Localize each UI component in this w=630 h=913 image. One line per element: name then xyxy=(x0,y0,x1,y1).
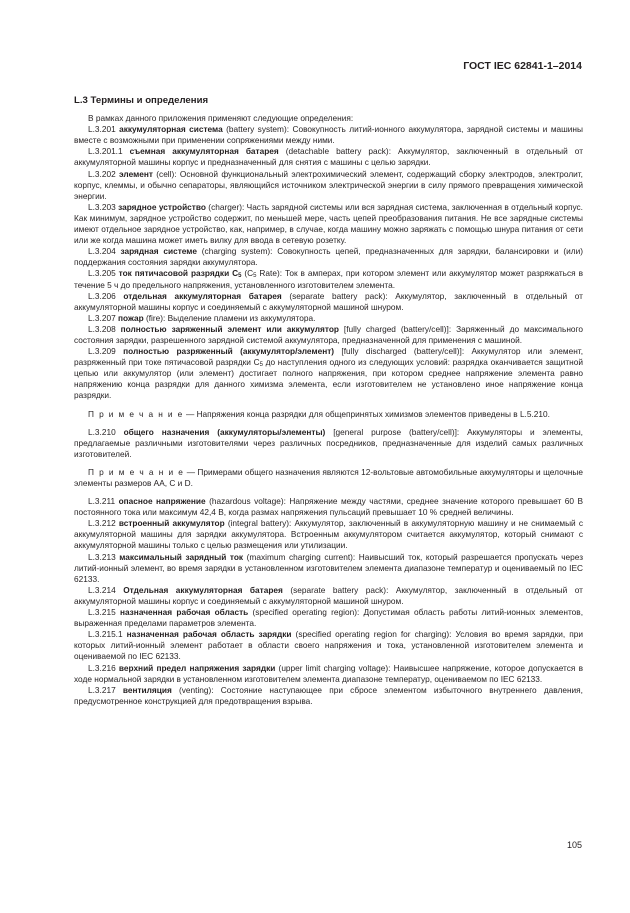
definition: L.3.213 максимальный зарядный ток (maximum charging current): Наивысший ток, который разрешается пропускать через литий-ионный элемент, во время зарядки в установленном изготовителем элемента диапазоне температур и оцениваемый по IEC 62133. xyxy=(74,551,583,584)
note: П р и м е ч а н и е — Примерами общего назначения являются 12-вольтовые автомобильные аккумуляторы и щелочные элементы размеров AA, C и D. xyxy=(74,466,583,488)
definition: L.3.204 зарядная системе (charging system): Совокупность цепей, предназначенных для зарядки, балансировки и (или) поддержания состояния зарядки аккумулятора. xyxy=(74,246,583,268)
document-body xyxy=(74,95,583,707)
definition: L.3.201 аккумуляторная система (battery system): Совокупность литий-ионного аккумулятора, зарядной системы и машины вместе с возможными при применении сопряжениями между ними. xyxy=(74,124,583,146)
definition: L.3.207 пожар (fire): Выделение пламени из аккумулятора. xyxy=(88,312,316,323)
definition: L.3.203 зарядное устройство (charger): Часть зарядной системы или вся зарядная система, заключенная в отдельный корпус. Как минимум, зарядное устройство содержит, по меньшей мере, часть цепей преобразования питания. Не все зарядные системы имеют отдельное зарядное устройство, как, например, в случае, когда машину можно заряжать с помощью шнура питания от сети или же когда машина может иметь вилку для ввода в сетевую розетку. xyxy=(74,201,583,246)
definition: L.3.215 назначенная рабочая область (specified operating region): Допустимая область работы литий-ионных элементов, выраженная пределами параметров элемента. xyxy=(74,607,583,629)
section-title: L.3 Термины и определения xyxy=(74,95,209,106)
definition: L.3.202 элемент (cell): Основной функциональный электрохимический элемент, содержащий сборку электродов, электролит, корпус, клеммы, и обычно сепараторы, являющийся источником электрической энергии в силу прямого превращения химической энергии. xyxy=(74,168,583,201)
definition: L.3.209 полностью разряженный (аккумулятор/элемент) [fully discharged (battery/cell)]: Аккумулятор или элемент, разряженный при токе пятичасовой разрядки $C_5$ до наступления одного из следующих условий: разрядка оканчивается защитной цепью или аккумулятор (или элемент) достигает полного напряжения, при котором среднее напряжение элемента равно напряжению конца разрядки для данного химизма элемента, если изготовителем не установлено иное напряжение конца разрядки. xyxy=(74,346,583,401)
intro-paragraph: В рамках данного приложения применяют следующие определения: xyxy=(88,113,354,124)
page-number: 105 xyxy=(566,840,582,850)
definition: L.3.214 Отдельная аккумуляторная батарея (separate battery pack): Аккумулятор, заключенный в отдельный от аккумуляторной машины корпус и соединяемый с аккумуляторной машиной шнуром. xyxy=(74,584,583,606)
definition: L.3.201.1 съемная аккумуляторная батарея (detachable battery pack): Аккумулятор, заключенный в отдельный от аккумуляторной машины корпус и предназначенный для снятия с машины с целью зарядки. xyxy=(74,146,583,168)
definition: L.3.212 встроенный аккумулятор (integral battery): Аккумулятор, заключенный в аккумуляторную машину и не снимаемый с аккумуляторной машины для зарядки аккумулятора. Встроенным аккумулятором считается аккумулятор, который снимают с аккумуляторной машины только с целью размещения или утилизации. xyxy=(74,518,583,551)
definition: L.3.217 вентиляция (venting): Состояние наступающее при сбросе элементом избыточного внутреннего давления, предусмотренное конструкцией для предотвращения взрыва. xyxy=(74,684,583,706)
document-header: ГОСТ IEC 62841-1–2014 xyxy=(463,60,582,72)
definition: L.3.210 общего назначения (аккумуляторы/элементы) [general purpose (battery/cell)]: Аккумуляторы и элементы, предлагаемые различными изготовителями через различных посредников, предназначенные для изделий самых различных изготовителей. xyxy=(74,426,583,459)
definition: L.3.206 отдельная аккумуляторная батарея (separate battery pack): Аккумулятор, заключенный в отдельный от аккумуляторной машины корпус и соединяемый с аккумуляторной машиной шнуром. xyxy=(74,290,583,312)
note: П р и м е ч а н и е — Напряжения конца разрядки для общепринятых химизмов элементов приведены в L.5.210. xyxy=(88,408,550,419)
definition: L.3.208 полностью заряженный элемент или аккумулятор [fully charged (battery/cell)]: Заряженный до максимального состояния зарядки, разрешенного зарядной системой аккумулятора, предназначенной для применения с машиной. xyxy=(74,323,583,345)
definition: L.3.215.1 назначенная рабочая область зарядки (specified operating region for charging): Условия во время зарядки, при которых литий-ионный элемент работает в области своего напряжения и тока, установленной изготовителем элемента и оцениваемой по IEC 62133. xyxy=(74,629,583,662)
definition: L.3.211 опасное напряжение (hazardous voltage): Напряжение между частями, среднее значение которого превышает 60 В постоянного тока или максимум 42,4 В, когда размах напряжения пульсаций превышает 10 % средней величины. xyxy=(74,496,584,518)
definition: L.3.205 ток пятичасовой разрядки $C_5$ ($C_5$ Rate): Ток в амперах, при котором элемент или аккумулятор может разряжаться в течение 5 ч до предельного напряжения, установленного изготовителем элемента. xyxy=(74,268,583,290)
definition: L.3.216 верхний предел напряжения зарядки (upper limit charging voltage): Наивысшее напряжение, которое допускается в ходе нормальной зарядки в установленном изготовителем элемента диапазоне температур, оцениваемом по IEC 62133. xyxy=(74,662,583,684)
